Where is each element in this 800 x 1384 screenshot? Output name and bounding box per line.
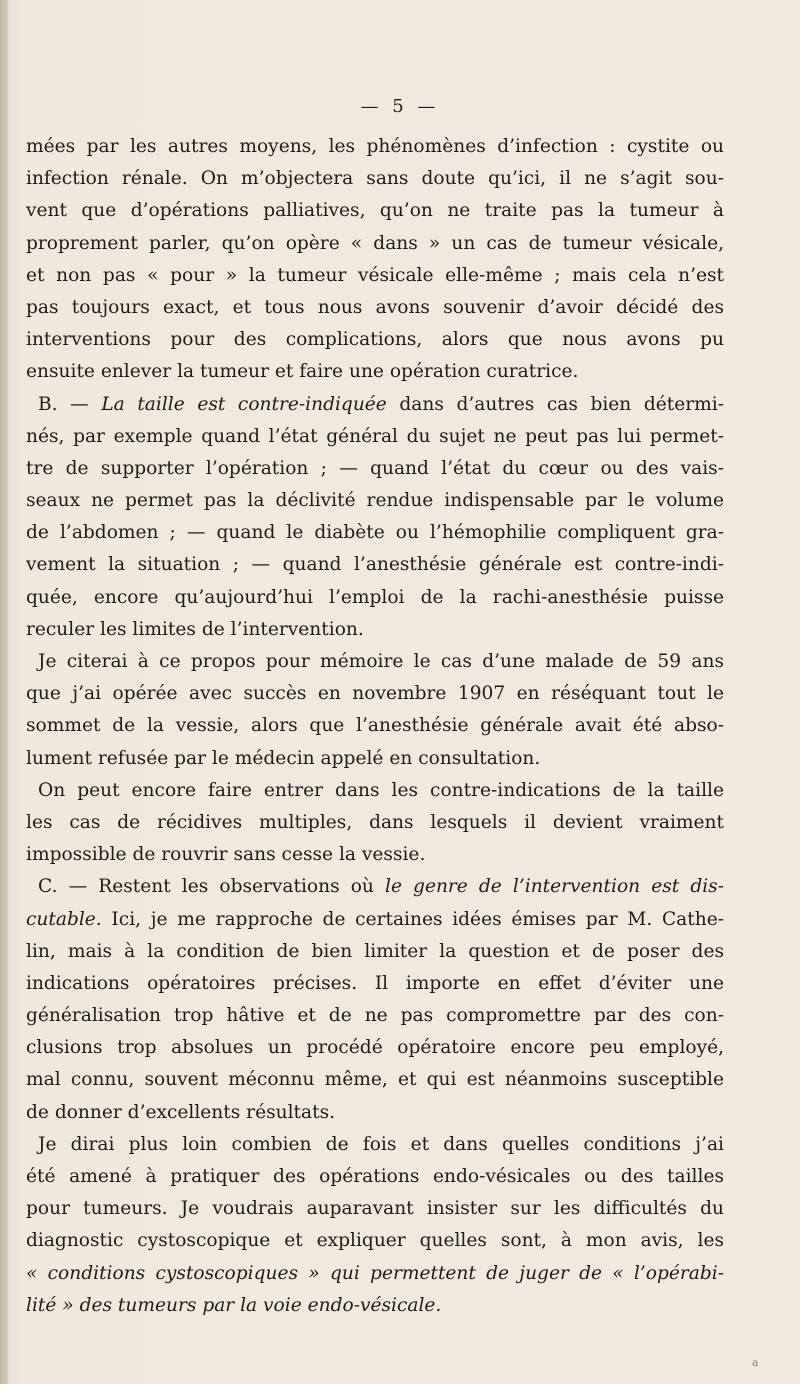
text-line: Je citerai à ce propos pour mémoire le cas d’une malade de 59 ans: [38, 651, 724, 672]
italic-phrase: La taille est contre-indiquée: [101, 393, 387, 415]
text-line: les cas de récidives multiples, dans lesquels il devient vraiment: [26, 811, 724, 833]
text-line: pour tumeurs. Je voudrais auparavant insister sur les difficultés du: [26, 1198, 724, 1220]
text-line: [26, 904, 724, 936]
text-line: généralisation trop hâtive et de ne pas compromettre par des con-: [26, 1005, 724, 1027]
line-suffix: Ici, je me rapproche de certaines idées émises par M. Cathe-: [101, 908, 724, 930]
line-prefix: C. — Restent les observations où: [38, 876, 385, 898]
text-line: seaux ne permet pas la déclivité rendue indispensable par le volume: [26, 490, 724, 512]
text-line: nés, par exemple quand l’état général du sujet ne peut pas lui permet-: [26, 425, 724, 447]
page-number: — 5 —: [360, 96, 440, 117]
text-line: On peut encore faire entrer dans les contre-indications de la taille: [38, 779, 724, 801]
text-line: indications opératoires précises. Il importe en effet d’éviter une: [26, 972, 724, 994]
text-line: tre de supporter l’opération ; — quand l’état du cœur ou des vais-: [26, 457, 724, 479]
text-line: de donner d’excellents résultats.: [26, 1101, 336, 1123]
page-corner-mark: a: [752, 1356, 759, 1369]
text-line: vement la situation ; — quand l’anesthésie générale est contre-indi-: [26, 554, 724, 576]
text-line: [26, 1258, 724, 1290]
text-line: mal connu, souvent méconnu même, et qui est néanmoins susceptible: [26, 1069, 724, 1091]
text-line: pas toujours exact, et tous nous avons souvenir d’avoir décidé des: [26, 296, 724, 318]
text-line: lin, mais à la condition de bien limiter la question et de poser des: [26, 940, 724, 962]
text-line: [26, 389, 724, 421]
italic-phrase: « conditions cystoscopiques » qui permettent de juger de « l’opérabi-: [26, 1262, 724, 1284]
text-line: infection rénale. On m’objectera sans doute qu’ici, il ne s’agit sou-: [26, 168, 724, 190]
text-line: mées par les autres moyens, les phénomènes d’infection : cystite ou: [26, 136, 724, 157]
italic-phrase: cutable.: [26, 908, 102, 930]
text-line: ensuite enlever la tumeur et faire une opération curatrice.: [26, 361, 579, 383]
line-suffix: dans d’autres cas bien détermi-: [386, 393, 724, 415]
text-line: Je dirai plus loin combien de fois et dans quelles conditions j’ai: [38, 1133, 724, 1155]
text-line: vent que d’opérations palliatives, qu’on ne traite pas la tumeur à: [26, 200, 724, 222]
text-line: clusions trop absolues un procédé opératoire encore peu employé,: [26, 1037, 724, 1059]
text-line: sommet de la vessie, alors que l’anesthésie générale avait été abso-: [26, 715, 724, 737]
text-line: été amené à pratiquer des opérations endo-vésicales ou des tailles: [26, 1166, 724, 1187]
page-binding-edge: [0, 0, 8, 1384]
italic-phrase: le genre de l’intervention est dis-: [385, 876, 724, 898]
line-prefix: B. —: [38, 393, 102, 415]
text-line: diagnostic cystoscopique et expliquer quelles sont, à mon avis, les: [26, 1230, 724, 1252]
text-line: reculer les limites de l’intervention.: [26, 618, 364, 640]
text-line: quée, encore qu’aujourd’hui l’emploi de la rachi-anesthésie puisse: [26, 586, 724, 608]
italic-phrase: lité » des tumeurs par la voie endo-vésicale.: [26, 1294, 442, 1316]
text-line: lument refusée par le médecin appelé en consultation.: [26, 747, 541, 769]
text-line: impossible de rouvrir sans cesse la vessie.: [26, 844, 426, 866]
text-line: que j’ai opérée avec succès en novembre 1907 en réséquant tout le: [26, 683, 724, 705]
text-line: [26, 871, 724, 903]
text-line: proprement parler, qu’on opère « dans » un cas de tumeur vésicale,: [26, 232, 724, 254]
text-line: interventions pour des complications, alors que nous avons pu: [26, 329, 724, 351]
text-line: de l’abdomen ; — quand le diabète ou l’hémophilie compliquent gra-: [26, 522, 724, 544]
body-text: [26, 131, 724, 1322]
text-line: [26, 1290, 724, 1322]
text-line: et non pas « pour » la tumeur vésicale elle-même ; mais cela n’est: [26, 264, 724, 286]
